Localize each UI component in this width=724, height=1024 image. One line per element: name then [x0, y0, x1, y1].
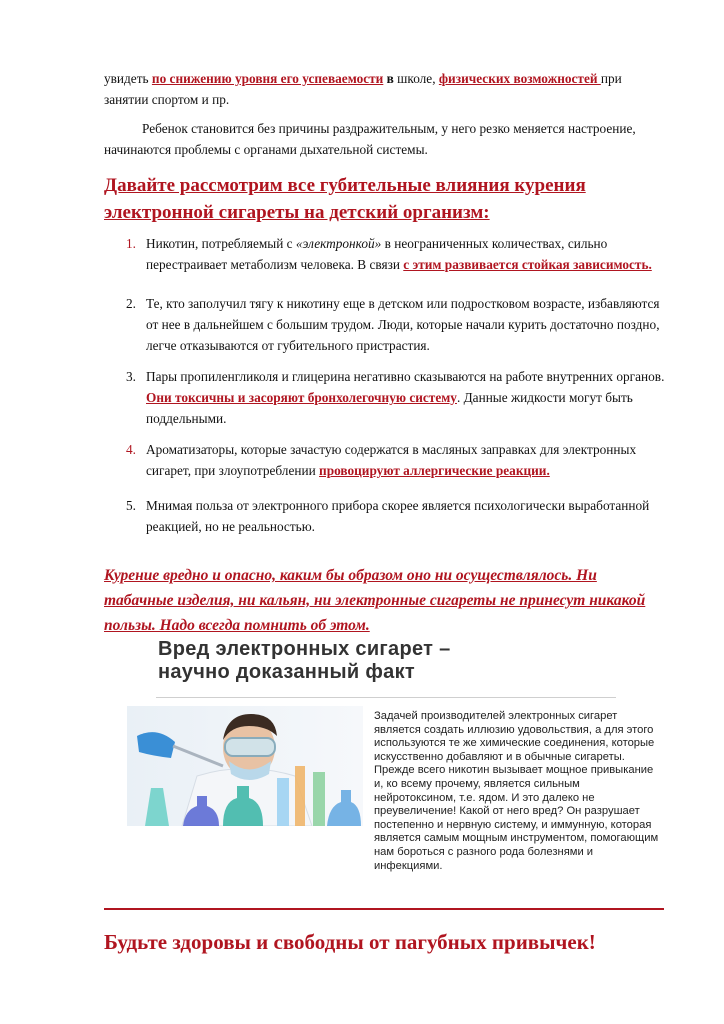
list-item-text: Пары пропиленгликоля и глицерина негативно сказываются на работе внутренних органов. — [146, 369, 665, 384]
list-number: 1. — [126, 236, 136, 251]
list-item-text: Ароматизаторы, которые зачастую содержатся в масляных заправках для электронных сигарет, при злоупотреблении — [146, 442, 637, 478]
card-body-text: Задачей производителей электронных сигарет является создать иллюзию удовольствия, а для этого используются те же химические соединения, которые искусственно добавляют и в обычные сигареты. Прежде всего никотин вызывает мощное привыкание и, ко всему прочему, является сильным нейротоксином, т.е. ядом. И это далеко не преувеличение! Какой от него вред? Он разрушает постепенно и нервную систему, и иммунную, которая является самым мощным инструментом, помогающим нам бороться с разного рода болезнями и инфекциями. — [374, 710, 659, 872]
card-title-line2: научно доказанный факт — [158, 661, 416, 683]
list-item — [120, 495, 670, 537]
intro-text-after: школе, — [393, 71, 439, 86]
list-item-italic: «электронкой» — [295, 236, 382, 251]
scientist-lab-photo — [127, 706, 363, 826]
list-item — [120, 233, 670, 275]
list-number: 2. — [126, 296, 136, 311]
list-item — [120, 439, 670, 481]
list-number: 3. — [126, 369, 136, 384]
list-item-text: Никотин, потребляемый с — [146, 236, 296, 251]
card-title — [158, 638, 618, 684]
list-item — [120, 366, 670, 429]
footer-slogan: Будьте здоровы и свободны от пагубных привычек! — [104, 930, 596, 954]
link-allergic-reactions[interactable]: провоцируют аллергические реакции. — [319, 463, 550, 478]
intro-text-mid: в — [383, 71, 394, 86]
paragraph-irritability: Ребенок становится без причины раздражительным, у него резко меняется настроение, начинаются проблемы с органами дыхательной системы. — [104, 121, 636, 157]
link-academic-performance[interactable]: по снижению уровня его успеваемости — [151, 71, 384, 86]
list-item — [120, 293, 670, 356]
warning-text — [104, 563, 664, 638]
card-title-line1: Вред электронных сигарет – — [158, 638, 451, 660]
link-toxic-bronchopulmonary[interactable]: Они токсичны и засоряют бронхолегочную систему — [146, 390, 457, 405]
link-physical-abilities[interactable]: физических возможностей — [438, 71, 601, 86]
warning-span: Курение вредно и опасно, каким бы образом оно ни осуществлялось. Ни табачные изделия, ни кальян, ни электронные сигареты не принесут никакой пользы. Надо всегда помнить об этом. — [104, 567, 646, 634]
list-number: 4. — [126, 442, 136, 457]
intro-text-start: увидеть — [104, 71, 152, 86]
list-item-text: Мнимая польза от электронного прибора скорее является психологически выработанной реакцией, но не реальностью. — [146, 498, 650, 534]
section-heading: Давайте рассмотрим все губительные влияния курения электронной сигареты на детский организм: — [104, 175, 586, 223]
list-item-text: Те, кто заполучил тягу к никотину еще в детском или подростковом возрасте, избавляются от нее в дальнейшем с большим трудом. Люди, которые начали курить достаточно поздно, легче отказываются от губительного пристрастия. — [146, 296, 660, 353]
list-item-text: . Данные жидкости могут быть поддельными. — [146, 390, 633, 426]
list-number: 5. — [126, 498, 136, 513]
list-item-text: в неограниченных количествах, сильно перестраивает метаболизм человека. В связи — [146, 236, 608, 272]
footer-divider — [104, 908, 664, 910]
intro-text-end: при занятии спортом и пр. — [104, 71, 622, 107]
intro-paragraph — [104, 68, 664, 110]
effects-list — [120, 233, 670, 537]
link-addiction[interactable]: с этим развивается стойкая зависимость. — [403, 257, 652, 272]
card-divider — [156, 697, 616, 698]
